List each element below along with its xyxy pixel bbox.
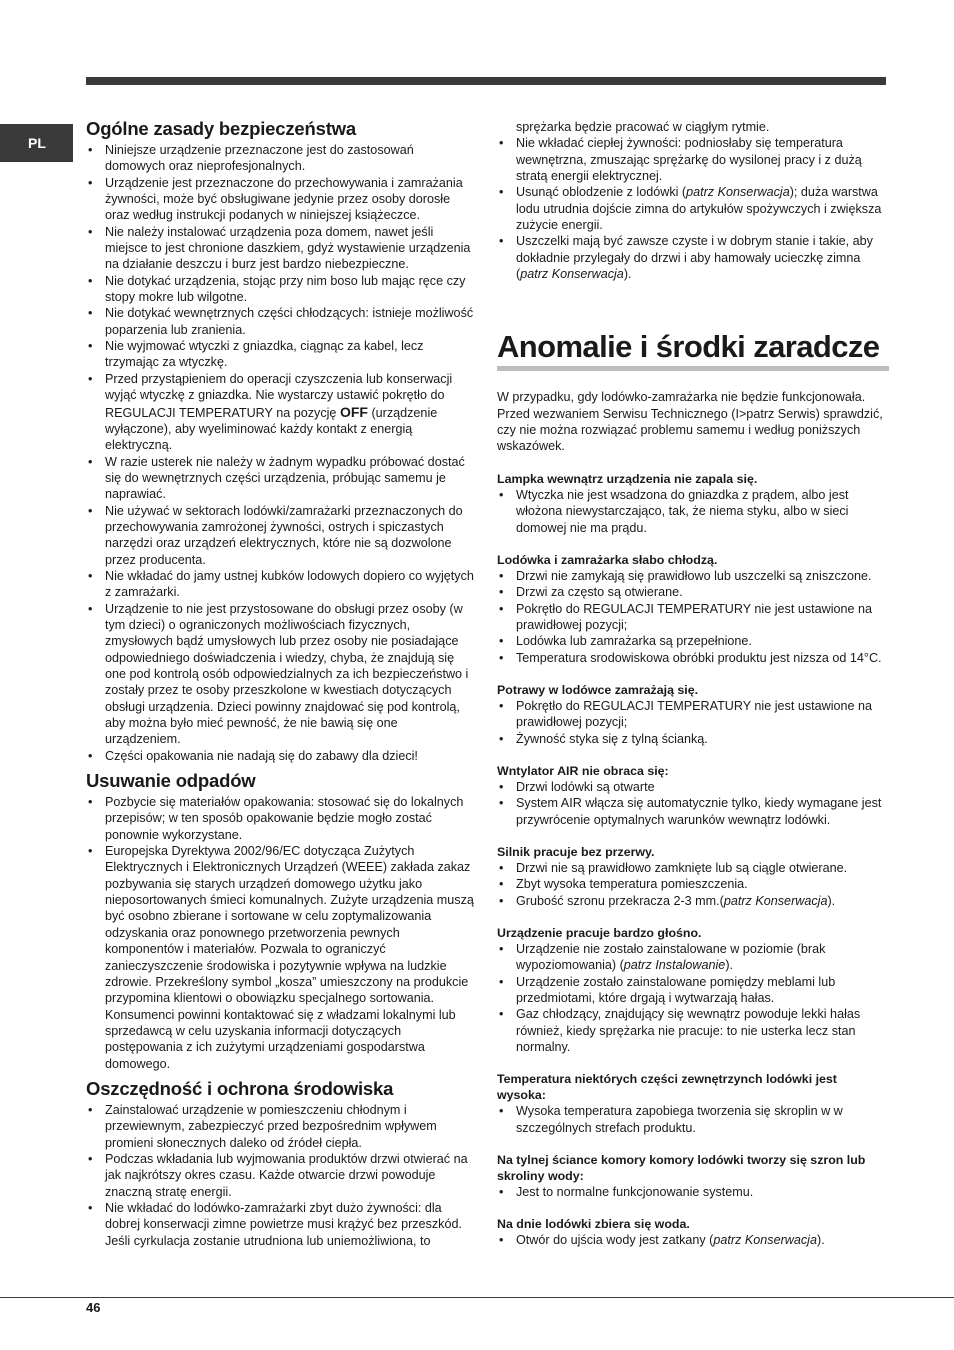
list-item-text: ). bbox=[817, 1233, 825, 1248]
footer-rule bbox=[0, 1297, 954, 1298]
issue-list bbox=[497, 1184, 889, 1200]
safety-heading: Ogólne zasady bezpieczeństwa bbox=[86, 118, 356, 139]
list-item-text: Usunąć oblodzenie z lodówki ( bbox=[516, 185, 687, 200]
page-number: 46 bbox=[86, 1300, 101, 1315]
waste-list bbox=[86, 794, 476, 1072]
list-item-text: ). bbox=[725, 958, 734, 973]
continued-text bbox=[497, 119, 889, 135]
issue-list bbox=[497, 779, 889, 828]
issue-list bbox=[497, 698, 889, 747]
cross-reference: patrz Konserwacja bbox=[686, 185, 790, 200]
list-item-continued: sprężarka będzie pracować w ciągłym rytmie. bbox=[516, 120, 770, 134]
issue-list bbox=[497, 487, 889, 536]
list-item: • Nie wkładać do jamy ustnej kubków lodowych dopiero co wyjętych z zamrażarki. bbox=[86, 568, 476, 601]
list-item: • Nie wkładać do lodówko-zamrażarki zbyt dużo żywności: dla dobrej konserwacji zimne powietrze musi krążyć bez przeszkód. Jeśli cyrkulacja zostanie utrudniona lub uniemożliwiona, to bbox=[86, 1200, 476, 1249]
list-item: • Nie dotykać wewnętrznych części chłodzących: istnieje możliwość poparzenia lub zranienia. bbox=[86, 305, 476, 338]
off-label: OFF bbox=[339, 403, 368, 420]
list-item-text: (urządzenie wyłączone), aby wyeliminować każdy kontakt z energią elektryczną. bbox=[105, 405, 438, 453]
safety-list bbox=[86, 142, 476, 764]
top-rule bbox=[86, 77, 886, 85]
list-item-text: Otwór do ujścia wody jest zatkany ( bbox=[516, 1233, 714, 1248]
list-item: • Urządzenie jest przeznaczone do przechowywania i zamrażania żywności, może być obsługiwane jedynie przez osoby dorosłe oraz według instrukcji podanych w niniejszej książeczce. bbox=[86, 175, 476, 224]
waste-section bbox=[86, 770, 476, 1072]
list-item: • Nie wyjmować wtyczki z gniazdka, ciągnąc za kabel, lecz trzymając za wtyczkę. bbox=[86, 338, 476, 371]
cross-reference: patrz Konserwacja bbox=[520, 267, 624, 282]
issue-list bbox=[497, 1232, 889, 1248]
issue-list bbox=[497, 568, 889, 666]
issue-title: Lodówka i zamrażarka słabo chłodzą. bbox=[497, 552, 718, 567]
list-item: • Gaz chłodzący, znajdujący się wewnątrz powoduje lekki hałas również, kiedy sprężarka nie pracuje: to nie usterka lecz stan normalny. bbox=[497, 1006, 889, 1055]
issue-fan bbox=[497, 763, 889, 828]
list-item: • Drzwi za często są otwierane. bbox=[497, 584, 889, 600]
list-item: • Nie używać w sektorach lodówki/zamrażarki przeznaczonych do przechowywania zamrożonej żywności, ostrych i spiczastych narzędzi oraz urządzeń elektrycznych, które nie są dozwolone przez producenta. bbox=[86, 503, 476, 568]
issue-noise bbox=[497, 925, 889, 1055]
list-item: • Podczas wkładania lub wyjmowania produktów drzwi otwierać na jak najkrótszy okres czasu. Każde otwarcie drzwi powoduje znaczną stratę energii. bbox=[86, 1151, 476, 1200]
list-item: • Nie dotykać urządzenia, stojąc przy nim boso lub mając ręce czy stopy mokre lub wilgotne. bbox=[86, 273, 476, 306]
saving-heading: Oszczędność i ochrona środowiska bbox=[86, 1077, 394, 1099]
list-item: • Jest to normalne funkcjonowanie systemu. bbox=[497, 1184, 889, 1200]
list-item: • Niniejsze urządzenie przeznaczone jest do zastosowań domowych oraz nieprofesjonalnych. bbox=[86, 142, 476, 175]
saving-section bbox=[86, 1078, 476, 1249]
list-item: • Europejska Dyrektywa 2002/96/EC dotycząca Zużytych Elektrycznych i Elektronicznych Urządzeń (WEEE) zakłada zakaz pozbywania się starych urządzeń domowego użytku jako nieposortowanych śmieci komunalnych. Zużyte urządzenia muszą być osobno zbierane i sortowane w celu zoptymalizowania odzyskania oraz ponownego przetworzenia pewnych komponentów i materiałów. Pozwala to ograniczyć zanieczyszczenie środowiska i pozytywnie wpływa na ludzkie zdrowie. Przekreślony symbol „kosza” umieszczony na produkcie przypomina klientowi o obowiązku specjalnego sortowania. Konsumenci powinni kontaktować się z władzami lokalnymi lub sprzedawcą w celu uzyskania informacji dotyczących postępowania z ich zużytymi urządzeniami gospodarstwa domowego. bbox=[86, 843, 476, 1072]
list-item bbox=[497, 184, 889, 233]
list-item bbox=[497, 1232, 889, 1248]
list-item-text: ); duża warstwa lodu utrudnia dojście zimna do artykułów spożywczych i zwiększa zużycie energii. bbox=[516, 185, 882, 233]
list-item: • System AIR włącza się automatycznie tylko, kiedy wymagane jest przywrócenie optymalnych warunków wewnątrz lodówki. bbox=[497, 795, 889, 828]
list-item: • Drzwi nie zamykają się prawidłowo lub uszczelki są zniszczone. bbox=[497, 568, 889, 584]
waste-heading: Usuwanie odpadów bbox=[86, 770, 256, 792]
safety-section bbox=[86, 118, 476, 764]
issue-lamp bbox=[497, 471, 889, 536]
issue-weak-cooling bbox=[497, 552, 889, 666]
list-item: • Wysoka temperatura zapobiega tworzenia się skroplin w w szczególnych strefach produktu. bbox=[497, 1103, 889, 1136]
issue-list bbox=[497, 1103, 889, 1136]
list-item: • Części opakowania nie nadają się do zabawy dla dzieci! bbox=[86, 748, 476, 764]
list-item: • Pokrętło do REGULACJI TEMPERATURY nie jest ustawione na prawidłowej pozycji; bbox=[497, 698, 889, 731]
list-item-text: ). bbox=[623, 267, 632, 282]
list-item bbox=[497, 893, 889, 909]
issue-title: Lampka wewnątrz urządzenia nie zapala się. bbox=[497, 471, 758, 486]
list-item: • Pozbycie się materiałów opakowania: stosować się do lokalnych przepisów; w ten sposób opakowanie będzie mogło zostać ponownie wykorzystane. bbox=[86, 794, 476, 843]
cross-reference: patrz Konserwacja bbox=[713, 1233, 817, 1248]
list-item bbox=[497, 233, 889, 282]
issue-title: Na tylnej ściance komory komory lodówki tworzy się szron lub skroliny wody: bbox=[497, 1153, 866, 1184]
list-item-text: Grubość szronu przekracza 2-3 mm.( bbox=[516, 893, 724, 908]
right-column bbox=[497, 119, 889, 1249]
list-item: • Pokrętło do REGULACJI TEMPERATURY nie jest ustawione na prawidłowej pozycji; bbox=[497, 601, 889, 634]
list-item: • Zbyt wysoka temperatura pomieszczenia. bbox=[497, 876, 889, 892]
list-item-text: Uszczelki mają być zawsze czyste i w dobrym stanie i takie, aby dokładnie przylegały do drzwi i aby hamowały ucieczkę zimna ( bbox=[516, 234, 873, 282]
language-tab: PL bbox=[0, 124, 73, 162]
list-item: • Żywność styka się z tylną ścianką. bbox=[497, 731, 889, 747]
list-item: • Drzwi lodówki są otwarte bbox=[497, 779, 889, 795]
list-item: • Lodówka lub zamrażarka są przepełnione. bbox=[497, 633, 889, 649]
issue-water bbox=[497, 1216, 889, 1248]
left-column bbox=[86, 118, 476, 1249]
list-item-text: ). bbox=[827, 893, 836, 908]
list-item: • Urządzenie zostało zainstalowane pomiędzy meblami lub przedmiotami, które drgają i wytwarzają hałas. bbox=[497, 974, 889, 1007]
issue-title: Silnik pracuje bez przerwy. bbox=[497, 844, 655, 859]
issue-title: Potrawy w lodówce zamrażają się. bbox=[497, 682, 699, 697]
issue-title: Wntylator AIR nie obraca się: bbox=[497, 763, 669, 778]
list-item: • Drzwi nie są prawidłowo zamknięte lub są ciągle otwierane. bbox=[497, 860, 889, 876]
saving-list-continued bbox=[497, 135, 889, 282]
issue-title: Na dnie lodówki zbiera się woda. bbox=[497, 1217, 690, 1232]
list-item-text: Przed przystąpieniem do operacji czyszczenia lub konserwacji wyjąć wtyczkę z gniazdka. Nie wystarczy ustawić pokrętło do REGULACJI TEMPERATURY na pozycję bbox=[105, 371, 453, 420]
list-item bbox=[86, 371, 476, 454]
list-item: • Zainstalować urządzenie w pomieszczeniu chłodnym i przewiewnym, zabezpieczyć przed bezpośrednim wpływem promieni słonecznych daleko od źródeł ciepła. bbox=[86, 1102, 476, 1151]
cross-reference: patrz Konserwacja bbox=[723, 893, 828, 908]
issue-title: Temperatura niektórych części zewnętrzynch lodówki jest wysoka: bbox=[497, 1072, 837, 1103]
issue-freezing bbox=[497, 682, 889, 747]
issue-external-heat bbox=[497, 1071, 889, 1136]
list-item-text: Urządzenie nie zostało zainstalowane w poziomie (brak wypoziomowania) ( bbox=[516, 942, 826, 973]
anomalies-intro: W przypadku, gdy lodówko-zamrażarka nie będzie funkcjonowała. Przed wezwaniem Serwisu Technicznego (I>patrz Serwis) sprawdzić, czy nie można rozwiązać problemu samemu i według poniższych wskazówek. bbox=[497, 390, 883, 454]
issue-title: Urządzenie pracuje bardzo głośno. bbox=[497, 926, 702, 940]
list-item: • W razie usterek nie należy w żadnym wypadku próbować dostać się do wewnętrznych części urządzenia, próbując samemu je naprawiać. bbox=[86, 454, 476, 503]
issue-back-wall-frost bbox=[497, 1152, 889, 1200]
list-item: • Urządzenie to nie jest przystosowane do obsługi przez osoby (w tym dzieci) o ograniczonych możliwościach fizycznych, zmysłowych bądź umysłowych lub przez osoby nie posiadające odpowiedniego doświadczenia i wiedzy, chyba, że znajdują się one pod kontrolą osób odpowiedzialnych za ich bezpieczeństwo i zostały przez te osoby przeszkolone w kwestiach dotyczących obsługi urządzenia. Dzieci powinny znajdować się pod kontrolą, aby można było mieć pewność, że nie bawią się one urządzeniem. bbox=[86, 601, 476, 748]
list-item: • Wtyczka nie jest wsadzona do gniazdka z prądem, albo jest włożona niewystarczająco, tak, że niema styku, albo w sieci domowej nie ma prądu. bbox=[497, 487, 889, 536]
issue-list bbox=[497, 941, 889, 1055]
list-item: • Nie należy instalować urządzenia poza domem, nawet jeśli miejsce to jest chronione daszkiem, gdyż wystawienie urządzenia na działanie deszczu i burz jest bardzo niebezpieczne. bbox=[86, 224, 476, 273]
list-item: • Temperatura srodowiskowa obróbki produktu jest nizsza od 14°C. bbox=[497, 650, 889, 666]
saving-list bbox=[86, 1102, 476, 1249]
cross-reference: patrz Instalowanie bbox=[623, 958, 726, 973]
anomalies-title: Anomalie i środki zaradcze bbox=[497, 330, 889, 371]
list-item bbox=[497, 941, 889, 974]
issue-motor bbox=[497, 844, 889, 909]
list-item: • Nie wkładać ciepłej żywności: podniosłaby się temperatura wewnętrzna, zmuszając sprężarkę do wysilonej pracy i z dużą stratą energii elektrycznej. bbox=[497, 135, 889, 184]
issue-list bbox=[497, 860, 889, 909]
